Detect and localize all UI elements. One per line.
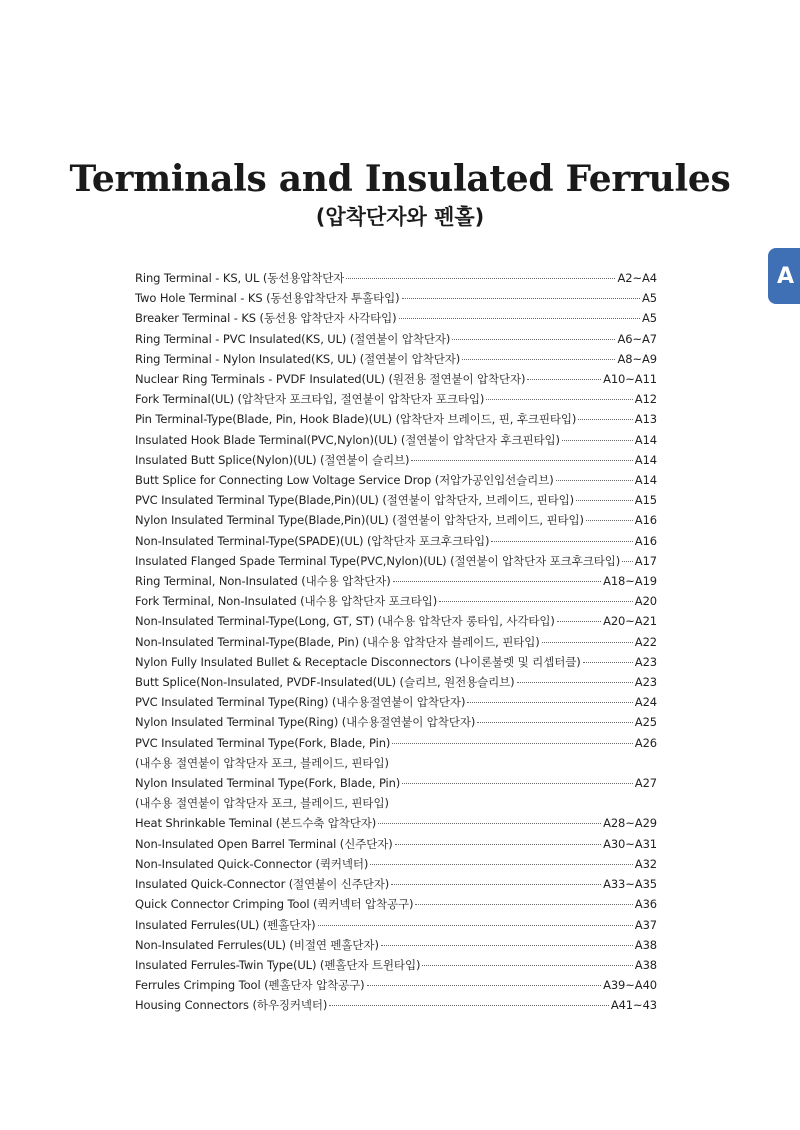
toc-entry[interactable] — [135, 389, 657, 409]
toc-entry-page: A18~A19 — [603, 574, 657, 589]
toc-entry-label: Non-Insulated Ferrules(UL) (비절연 펜홀단자) — [135, 937, 379, 952]
toc-entry[interactable] — [135, 773, 657, 793]
toc-entry[interactable] — [135, 874, 657, 894]
toc-entry-page: A5 — [642, 291, 657, 306]
toc-entry-page: A16 — [634, 513, 657, 528]
toc-leader-dots — [477, 722, 633, 723]
toc-entry-page: A38 — [634, 937, 657, 952]
toc-entry[interactable] — [135, 470, 657, 490]
toc-entry-page: A37 — [634, 917, 657, 932]
toc-entry-page: A17 — [634, 553, 657, 568]
toc-entry-page: A25 — [634, 715, 657, 730]
toc-leader-dots — [395, 844, 601, 845]
toc-entry-page: A28~A29 — [603, 816, 657, 831]
toc-entry-page: A16 — [634, 533, 657, 548]
toc-leader-dots — [391, 884, 601, 885]
toc-entry-label: PVC Insulated Terminal Type(Fork, Blade, Pin) — [135, 735, 391, 750]
toc-entry-sublabel: (내수용 절연붙이 압착단자 포크, 블레이드, 핀타입) — [135, 796, 389, 811]
toc-leader-dots — [462, 359, 615, 360]
toc-leader-dots — [422, 965, 632, 966]
toc-entry-label: Insulated Butt Splice(Nylon)(UL) (절연붙이 슬리브) — [135, 452, 410, 467]
toc-entry-label: Insulated Flanged Spade Terminal Type(PVC,Nylon)(UL) (절연붙이 압착단자 포크후크타입) — [135, 553, 621, 568]
toc-entry[interactable] — [135, 975, 657, 995]
toc-entry-label: Nylon Insulated Terminal Type(Fork, Blade, Pin) — [135, 776, 401, 791]
toc-entry-label: Fork Terminal(UL) (압착단자 포크타입, 절연붙이 압착단자 포크타입) — [135, 392, 485, 407]
toc-entry-label: Breaker Terminal - KS (동선용 압착단자 사각타입) — [135, 311, 397, 326]
toc-entry[interactable] — [135, 955, 657, 975]
toc-entry-label: Ferrules Crimping Tool (펜홀단자 압착공구) — [135, 978, 365, 993]
toc-leader-dots — [402, 298, 641, 299]
toc-entry-label: Nylon Insulated Terminal Type(Blade,Pin)(UL) (절연붙이 압착단자, 브레이드, 핀타입) — [135, 513, 584, 528]
toc-entry-label: Non-Insulated Quick-Connector (퀵커넥터) — [135, 856, 369, 871]
toc-leader-dots — [452, 339, 615, 340]
toc-entry-label: Fork Terminal, Non-Insulated (내수용 압착단자 포크타입) — [135, 594, 438, 609]
toc-entry-label: Non-Insulated Terminal-Type(Long, GT, ST) (내수용 압착단자 롱타입, 사각타입) — [135, 614, 555, 629]
toc-entry[interactable] — [135, 409, 657, 429]
toc-leader-dots — [411, 460, 632, 461]
toc-entry-page: A23 — [634, 654, 657, 669]
toc-entry-label: Insulated Ferrules(UL) (펜홀단자) — [135, 917, 316, 932]
toc-entry[interactable] — [135, 894, 657, 914]
toc-entry[interactable] — [135, 349, 657, 369]
toc-entry-page: A8~A9 — [617, 351, 657, 366]
toc-entry[interactable] — [135, 995, 657, 1015]
toc-entry[interactable] — [135, 591, 657, 611]
toc-entry[interactable] — [135, 632, 657, 652]
toc-leader-dots — [329, 1005, 609, 1006]
toc-leader-dots — [583, 662, 633, 663]
toc-leader-dots — [586, 520, 633, 521]
toc-entry-page: A12 — [634, 392, 657, 407]
toc-entry-page: A14 — [634, 473, 657, 488]
toc-entry[interactable] — [135, 329, 657, 349]
table-of-contents — [135, 268, 657, 1016]
section-tab — [768, 248, 800, 304]
toc-entry-label: Housing Connectors (하우징커넥터) — [135, 998, 328, 1013]
toc-entry[interactable] — [135, 672, 657, 692]
toc-entry-label: Ring Terminal, Non-Insulated (내수용 압착단자) — [135, 574, 391, 589]
toc-entry-page: A13 — [634, 412, 657, 427]
toc-entry-label: Two Hole Terminal - KS (동선용압착단자 투홀타입) — [135, 291, 400, 306]
toc-entry[interactable] — [135, 712, 657, 732]
toc-leader-dots — [392, 743, 633, 744]
toc-leader-dots — [415, 904, 632, 905]
toc-entry[interactable] — [135, 692, 657, 712]
toc-entry[interactable] — [135, 308, 657, 328]
toc-entry-page: A5 — [642, 311, 657, 326]
toc-entry-label: Ring Terminal - Nylon Insulated(KS, UL) (절연붙이 압착단자) — [135, 351, 461, 366]
toc-entry-page: A6~A7 — [617, 331, 657, 346]
toc-entry[interactable] — [135, 834, 657, 854]
toc-entry[interactable] — [135, 450, 657, 470]
toc-entry[interactable] — [135, 733, 657, 753]
toc-entry-label: Butt Splice(Non-Insulated, PVDF-Insulated(UL) (슬리브, 원전용슬리브) — [135, 675, 515, 690]
toc-entry-label: Insulated Quick-Connector (절연붙이 신주단자) — [135, 877, 390, 892]
toc-entry[interactable] — [135, 571, 657, 591]
toc-entry-label: Butt Splice for Connecting Low Voltage Service Drop (저압가공인입선슬리브) — [135, 473, 554, 488]
toc-leader-dots — [517, 682, 633, 683]
toc-entry-page: A20~A21 — [603, 614, 657, 629]
toc-entry-label: Insulated Ferrules-Twin Type(UL) (펜홀단자 트윈타입) — [135, 957, 421, 972]
toc-entry-page: A22 — [634, 634, 657, 649]
toc-entry[interactable] — [135, 611, 657, 631]
toc-leader-dots — [622, 561, 633, 562]
toc-entry[interactable] — [135, 652, 657, 672]
toc-leader-dots — [378, 823, 601, 824]
page-subtitle: (압착단자와 펜홀) — [315, 205, 485, 229]
toc-entry-page: A14 — [634, 452, 657, 467]
toc-entry[interactable] — [135, 490, 657, 510]
toc-entry-label: Heat Shrinkable Teminal (본드수축 압착단자) — [135, 816, 377, 831]
toc-entry-page: A14 — [634, 432, 657, 447]
toc-entry-label: PVC Insulated Terminal Type(Blade,Pin)(UL) (절연붙이 압착단자, 브레이드, 핀타입) — [135, 493, 575, 508]
toc-leader-dots — [578, 419, 633, 420]
toc-entry-page: A15 — [634, 493, 657, 508]
toc-leader-dots — [399, 318, 640, 319]
toc-entry-label: Non-Insulated Terminal-Type(Blade, Pin) (내수용 압착단자 블레이드, 핀타입) — [135, 634, 540, 649]
toc-entry-page: A39~A40 — [603, 978, 657, 993]
toc-entry-sublabel: (내수용 절연붙이 압착단자 포크, 블레이드, 핀타입) — [135, 755, 389, 770]
toc-entry[interactable] — [135, 268, 657, 288]
toc-entry-label: Pin Terminal-Type(Blade, Pin, Hook Blade)(UL) (압착단자 브레이드, 핀, 후크핀타입) — [135, 412, 577, 427]
toc-entry[interactable] — [135, 369, 657, 389]
toc-entry-label: Quick Connector Crimping Tool (퀵커넥터 압착공구) — [135, 897, 414, 912]
toc-entry-page: A27 — [634, 776, 657, 791]
toc-entry-page: A26 — [634, 735, 657, 750]
toc-entry-label: Insulated Hook Blade Terminal(PVC,Nylon)(UL) (절연붙이 압착단자 후크핀타입) — [135, 432, 560, 447]
toc-entry-label: Nylon Insulated Terminal Type(Ring) (내수용절연붙이 압착단자) — [135, 715, 476, 730]
toc-entry-page: A10~A11 — [603, 372, 657, 387]
toc-entry-page: A20 — [634, 594, 657, 609]
toc-entry-label: Non-Insulated Open Barrel Terminal (신주단자) — [135, 836, 393, 851]
toc-entry[interactable] — [135, 813, 657, 833]
toc-leader-dots — [562, 440, 633, 441]
toc-leader-dots — [393, 581, 601, 582]
toc-entry[interactable] — [135, 531, 657, 551]
toc-leader-dots — [556, 480, 633, 481]
toc-leader-dots — [381, 945, 633, 946]
toc-leader-dots — [527, 379, 601, 380]
toc-entry-page: A36 — [634, 897, 657, 912]
toc-entry[interactable] — [135, 510, 657, 530]
toc-leader-dots — [542, 642, 633, 643]
toc-entry-page: A24 — [634, 695, 657, 710]
toc-entry-label: Ring Terminal - KS, UL (동선용압착단자 — [135, 271, 345, 285]
toc-leader-dots — [318, 925, 633, 926]
toc-leader-dots — [486, 399, 633, 400]
section-tab-letter: A — [777, 263, 795, 289]
toc-entry[interactable] — [135, 551, 657, 571]
toc-entry-label: Ring Terminal - PVC Insulated(KS, UL) (절연붙이 압착단자) — [135, 331, 451, 346]
toc-leader-dots — [439, 601, 633, 602]
toc-leader-dots — [576, 500, 633, 501]
toc-entry-label: PVC Insulated Terminal Type(Ring) (내수용절연붙이 압착단자) — [135, 695, 466, 710]
toc-leader-dots — [367, 985, 602, 986]
toc-entry[interactable] — [135, 854, 657, 874]
toc-entry-page: A33~A35 — [603, 877, 657, 892]
toc-leader-dots — [557, 621, 601, 622]
toc-entry[interactable] — [135, 935, 657, 955]
toc-leader-dots — [491, 541, 632, 542]
toc-entry-label: Nylon Fully Insulated Bullet & Receptacle Disconnectors (나이론불렛 및 리셉터클) — [135, 654, 581, 669]
toc-entry-page: A41~43 — [610, 998, 657, 1013]
toc-entry-label: Non-Insulated Terminal-Type(SPADE)(UL) (압착단자 포크후크타입) — [135, 533, 490, 548]
page-title: Terminals and Insulated Ferrules — [69, 158, 731, 200]
toc-leader-dots — [467, 702, 632, 703]
toc-leader-dots — [370, 864, 633, 865]
toc-entry-page: A30~A31 — [603, 836, 657, 851]
toc-entry-label: Nuclear Ring Terminals - PVDF Insulated(UL) (원전용 절연붙이 압착단자) — [135, 372, 526, 387]
toc-entry[interactable] — [135, 430, 657, 450]
toc-entry-page: A2~A4 — [617, 271, 657, 285]
toc-entry-page: A23 — [634, 675, 657, 690]
toc-entry-page: A32 — [634, 856, 657, 871]
toc-entry[interactable] — [135, 288, 657, 308]
toc-entry-page: A38 — [634, 957, 657, 972]
toc-leader-dots — [346, 278, 615, 279]
toc-entry[interactable] — [135, 915, 657, 935]
toc-leader-dots — [402, 783, 633, 784]
